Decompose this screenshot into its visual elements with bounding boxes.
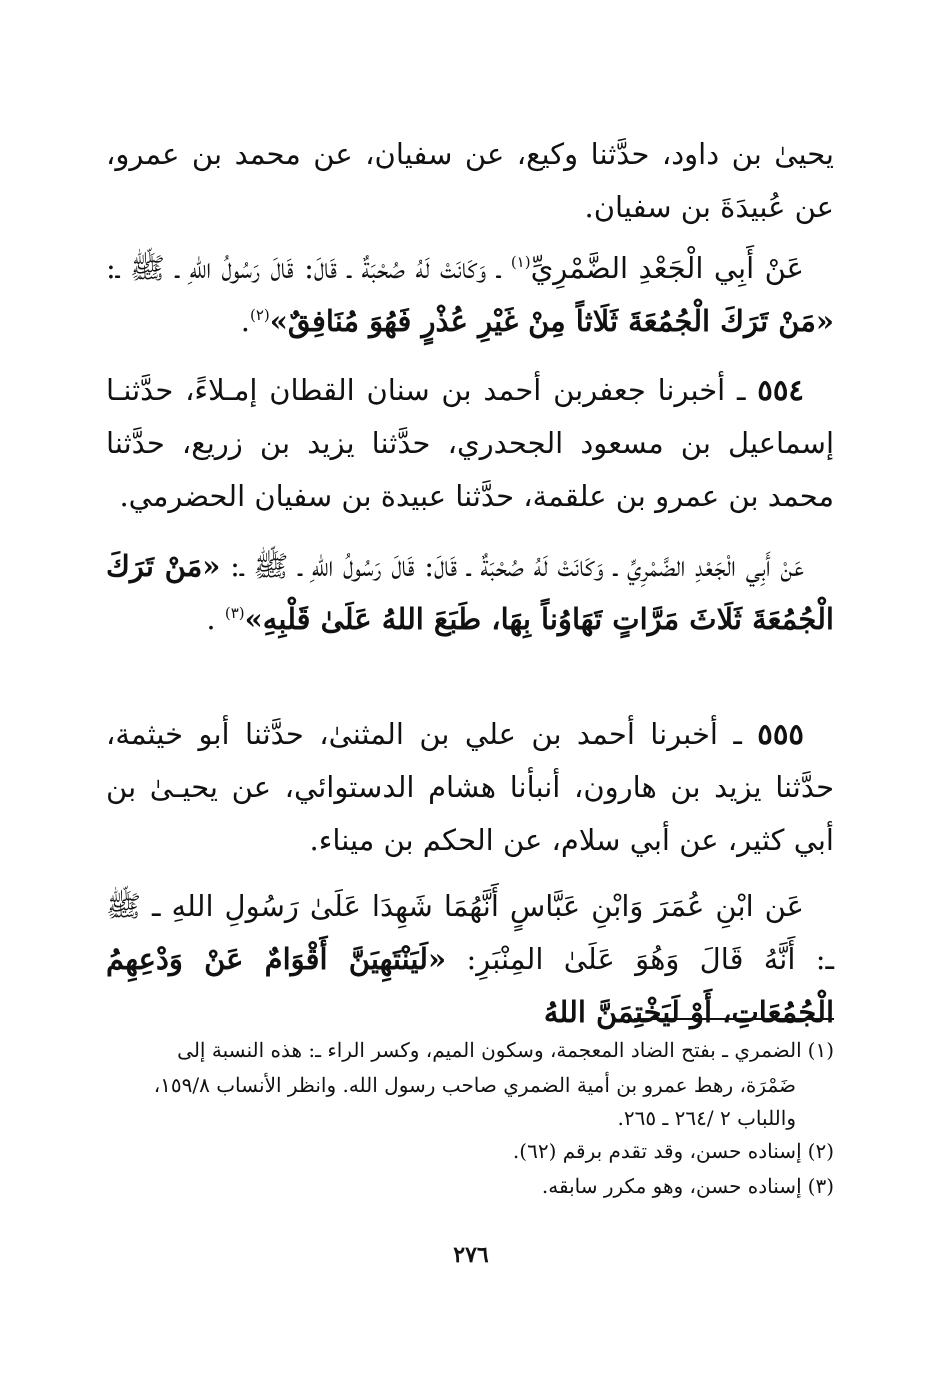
- paragraph-hadith-555: [106, 880, 834, 1039]
- footnote-divider: [634, 1018, 834, 1020]
- sentence-end: .: [206, 602, 225, 636]
- footnote-ref: (٣): [224, 604, 245, 622]
- hadith-text: ـ وَكَانَتْ لَهُ صُحْبَةٌ ـ قَالَ: قَالَ رَسُولُ اللهِ ـ ﷺ ـ:: [106, 251, 511, 285]
- footnote-1-continuation: ضَمْرَة، رهط عمرو بن أمية الضمري صاحب رسول الله. وانظر الأنساب ١٥٩/٨،: [153, 1073, 796, 1097]
- paragraph-text: يحيىٰ بن داود، حدَّثنا وكيع، عن سفيان، عن محمد بن عمرو، عن عُبيدَةَ بن سفيان.: [106, 137, 834, 224]
- footnote-3: [106, 1170, 834, 1203]
- hadith-number: ٥٥٥: [757, 717, 804, 751]
- footnote-number: (٣): [807, 1174, 834, 1198]
- footnotes: [106, 1034, 834, 1205]
- footnote-2: [106, 1135, 834, 1168]
- paragraph-isnad-continuation: [106, 128, 834, 234]
- footnote-number: (٢): [807, 1139, 834, 1163]
- isnad-text: ـ أخبرنا أحمد بن علي بن المثنىٰ، حدَّثنا أبو خيثمة، حدَّثنا يزيد بن هارون، أنبأنا هشام الدستوائي، عن يحيـىٰ بن أبي كثير، عن أبي سلام، عن الحكم بن ميناء.: [106, 717, 834, 857]
- hadith-matn: «لَيَنْتَهِيَنَّ أَقْوَامٌ عَنْ وَدْعِهِمُ الْجُمُعَاتِ، أَوْ لَيَخْتِمَنَّ اللهُ: [106, 942, 834, 1029]
- hadith-matn: «مَنْ تَرَكَ الْجُمُعَةَ ثَلَاثاً مِنْ غَيْرِ عُذْرٍ فَهُوَ مُنَافِقٌ»: [269, 304, 834, 338]
- footnote-text: الضمري ـ بفتح الضاد المعجمة، وسكون الميم، وكسر الراء ـ: هذه النسبة إلى: [177, 1038, 802, 1062]
- footnote-text: إسناده حسن، وهو مكرر سابقه.: [541, 1174, 802, 1198]
- hadith-text: عَن ابْنِ عُمَرَ وَابْنِ عَبَّاسٍ أَنَّهُمَا شَهِدَا عَلَىٰ رَسُولِ اللهِ ـ ﷺ ـ: أَنَّهُ قَالَ وَهُوَ عَلَىٰ المِنْبَرِ:: [106, 889, 834, 976]
- paragraph-hadith-554: [106, 540, 834, 646]
- hadith-text: عَنْ أَبِي الْجَعْدِ الضَّمْرِيِّ ـ وَكَانَتْ لَهُ صُحْبَةٌ ـ قَالَ: قَالَ رَسُولُ اللهِ ـ ﷺ ـ:: [220, 549, 805, 583]
- sentence-end: .: [240, 304, 250, 338]
- footnote-text: إسناده حسن، وقد تقدم برقم (٦٢).: [512, 1139, 802, 1163]
- footnote-1: [106, 1034, 834, 1067]
- footnote-number: (١): [807, 1038, 834, 1062]
- paragraph-isnad-554: [106, 364, 834, 523]
- isnad-text: ـ أخبرنا جعفربن أحمد بن سنان القطان إمـلاءً، حدَّثنـا إسماعيل بن مسعود الجحدري، حدَّثنا يزيد بن زريع، حدَّثنا محمد بن عمرو بن علقمة، حدَّثنا عبيدة بن سفيان الحضرمي.: [106, 373, 834, 513]
- hadith-matn: «مَنْ تَرَكَ الْجُمُعَةَ ثَلَاثَ مَرَّاتٍ تَهَاوُناً بِهَا، طَبَعَ اللهُ عَلَىٰ قَلْبِهِ»: [106, 549, 834, 636]
- paragraph-isnad-555: [106, 708, 834, 867]
- hadith-number: ٥٥٤: [757, 373, 804, 407]
- footnote-ref: (١): [510, 253, 531, 271]
- page-number: ٢٧٦: [453, 1242, 489, 1268]
- footnote-ref: (٢): [249, 306, 270, 324]
- footnote-1-continuation: واللباب ٢ /٢٦٤ ـ ٢٦٥.: [617, 1106, 796, 1130]
- hadith-text: عَنْ أَبِي الْجَعْدِ الضَّمْرِيِّ: [530, 251, 804, 285]
- paragraph-hadith-553: [106, 242, 834, 348]
